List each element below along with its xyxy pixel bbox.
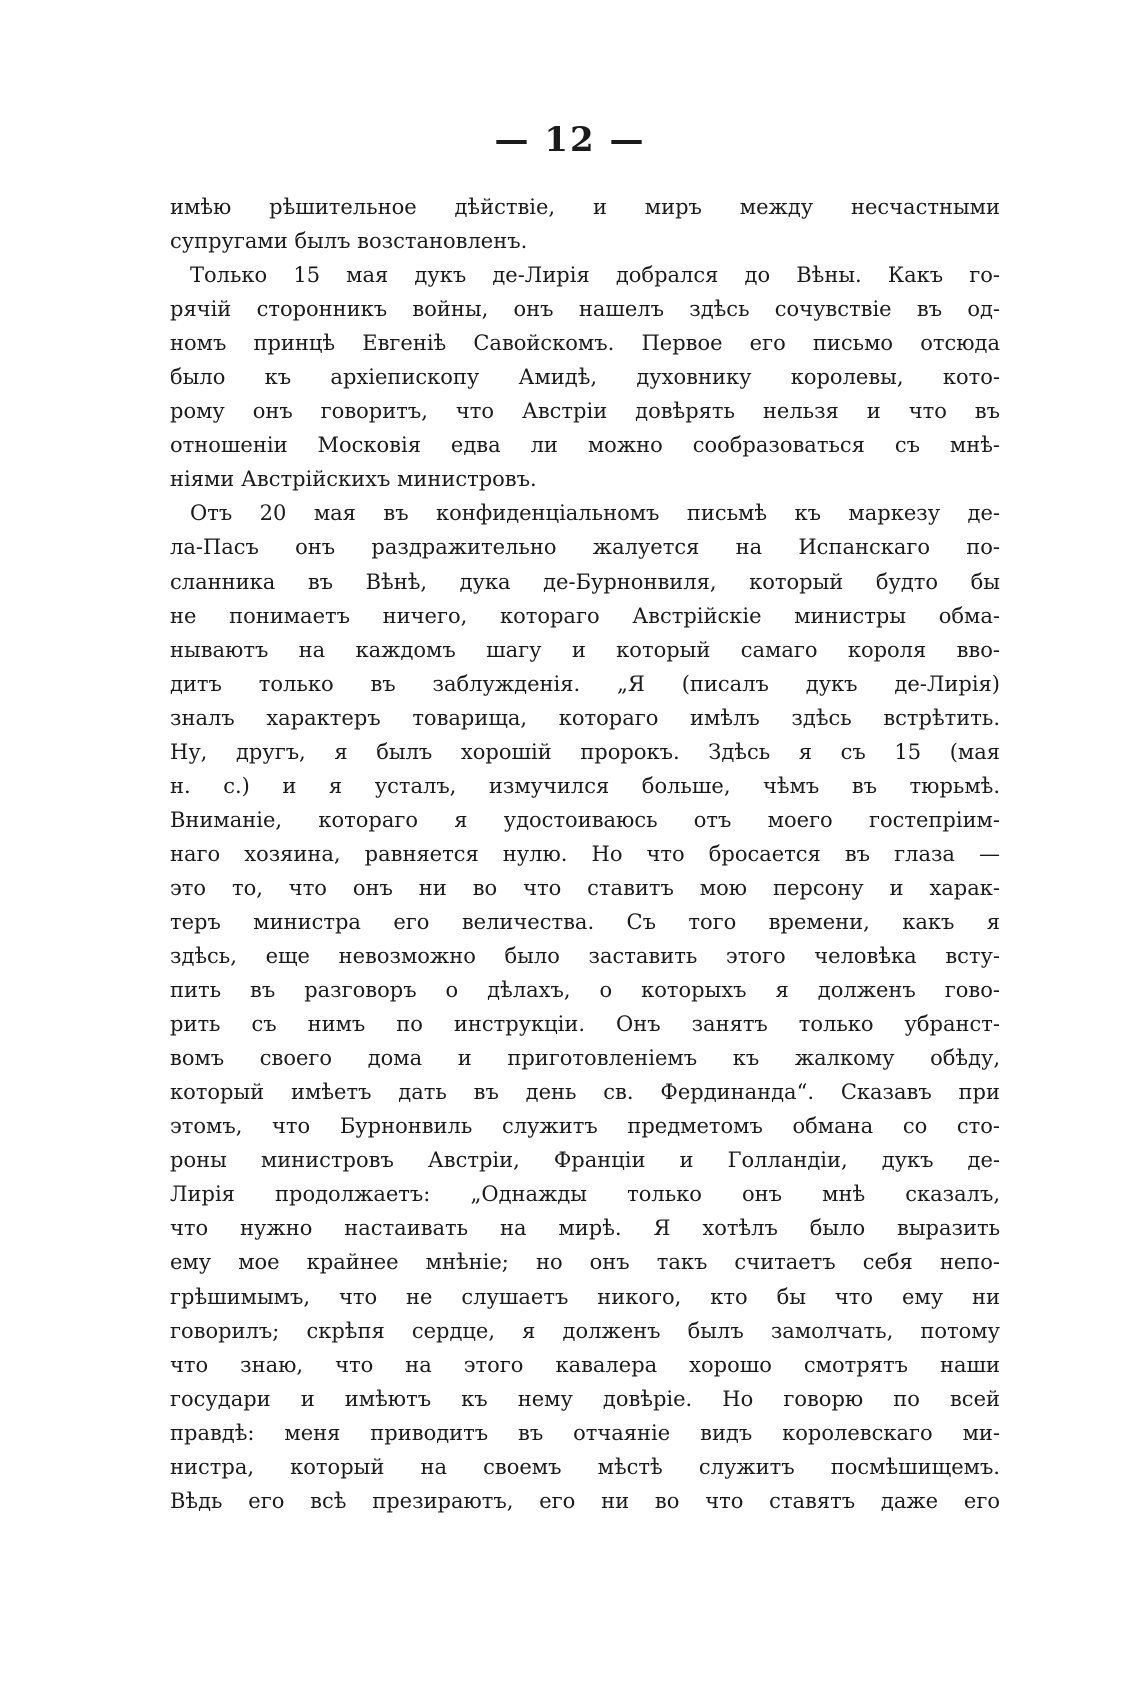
page-number: — 12 —: [494, 120, 646, 160]
text-line: супругами былъ возстановленъ.: [170, 229, 528, 254]
text-line: дитъ только въ заблужденія. „Я (писалъ дукъ де-Лирія): [170, 671, 1000, 696]
text-line: ніями Австрійскихъ министровъ.: [170, 467, 537, 492]
text-line: было къ архіепископу Амидѣ, духовнику королевы, кото-: [170, 365, 1000, 390]
text-line: говорилъ; скрѣпя сердце, я долженъ былъ замолчать, потому: [170, 1318, 1000, 1343]
text-line: сланника въ Вѣнѣ, дука де-Бурнонвиля, который будто бы: [170, 569, 1000, 594]
text-line: что знаю, что на этого кавалера хорошо смотрятъ наши: [170, 1352, 1000, 1377]
text-line: нываютъ на каждомъ шагу и который самаго короля вво-: [170, 637, 1000, 662]
text-line: Только 15 мая дукъ де-Лирія добрался до Вѣны. Какъ го-: [190, 263, 1000, 288]
text-line: это то, что онъ ни во что ставитъ мою персону и харак-: [170, 875, 1000, 900]
text-line: этомъ, что Бурнонвиль служитъ предметомъ обмана со сто-: [170, 1114, 1000, 1139]
text-line: Лирія продолжаетъ: „Однажды только онъ мнѣ сказалъ,: [170, 1182, 1000, 1207]
text-line: государи и имѣютъ къ нему довѣріе. Но говорю по всей: [170, 1386, 1000, 1411]
text-line: пить въ разговоръ о дѣлахъ, о которыхъ я долженъ гово-: [170, 978, 1000, 1003]
text-line: вомъ своего дома и приготовленіемъ къ жалкому обѣду,: [170, 1046, 1000, 1071]
text-line: теръ министра его величества. Съ того времени, какъ я: [170, 909, 1000, 934]
text-line: что нужно настаивать на мирѣ. Я хотѣлъ было выразить: [170, 1216, 1000, 1241]
body-text: [170, 190, 1000, 1518]
text-line: грѣшимымъ, что не слушаетъ никого, кто бы что ему ни: [170, 1284, 1000, 1309]
text-line: Отъ 20 мая въ конфиденціальномъ письмѣ къ маркезу де-: [190, 501, 1000, 526]
text-line: Вниманіе, котораго я удостоиваюсь отъ моего гостепріим-: [170, 807, 1000, 832]
text-line: ла-Пасъ онъ раздражительно жалуется на Испанскаго по-: [170, 535, 1000, 560]
text-line: наго хозяина, равняется нулю. Но что бросается въ глаза —: [170, 841, 1000, 866]
text-line: номъ принцѣ Евгеніѣ Савойскомъ. Первое его письмо отсюда: [170, 331, 1000, 356]
text-line: Ну, другъ, я былъ хорошій пророкъ. Здѣсь я съ 15 (мая: [170, 739, 1000, 764]
text-line: рому онъ говоритъ, что Австріи довѣрять нельзя и что въ: [170, 399, 1000, 424]
text-line: рячій сторонникъ войны, онъ нашелъ здѣсь сочувствіе въ од-: [170, 297, 1000, 322]
text-line: имѣю рѣшительное дѣйствіе, и миръ между несчастными: [170, 195, 1000, 219]
text-line: ему мое крайнее мнѣніе; но онъ такъ считаетъ себя непо-: [170, 1250, 1000, 1275]
text-line: Вѣдь его всѣ презираютъ, его ни во что ставятъ даже его: [170, 1488, 1000, 1513]
text-line: зналъ характеръ товарища, котораго имѣлъ здѣсь встрѣтить.: [170, 705, 1000, 730]
text-line: который имѣетъ дать въ день св. Фердинанда“. Сказавъ при: [170, 1080, 1000, 1105]
text-line: правдѣ: меня приводитъ въ отчаяніе видъ королевскаго ми-: [170, 1420, 1000, 1445]
text-line: отношеніи Московія едва ли можно сообразоваться съ мнѣ-: [170, 433, 1000, 458]
text-line: рить съ нимъ по инструкціи. Онъ занятъ только убранст-: [170, 1012, 1000, 1037]
text-line: н. с.) и я усталъ, измучился больше, чѣмъ въ тюрьмѣ.: [170, 773, 1000, 798]
text-line: не понимаетъ ничего, котораго Австрійскіе министры обма-: [170, 603, 1000, 628]
text-line: роны министровъ Австріи, Франціи и Голландіи, дукъ де-: [170, 1148, 1000, 1173]
text-line: нистра, который на своемъ мѣстѣ служитъ посмѣшищемъ.: [170, 1454, 1000, 1479]
text-line: здѣсь, еще невозможно было заставить этого человѣка всту-: [170, 944, 1000, 969]
